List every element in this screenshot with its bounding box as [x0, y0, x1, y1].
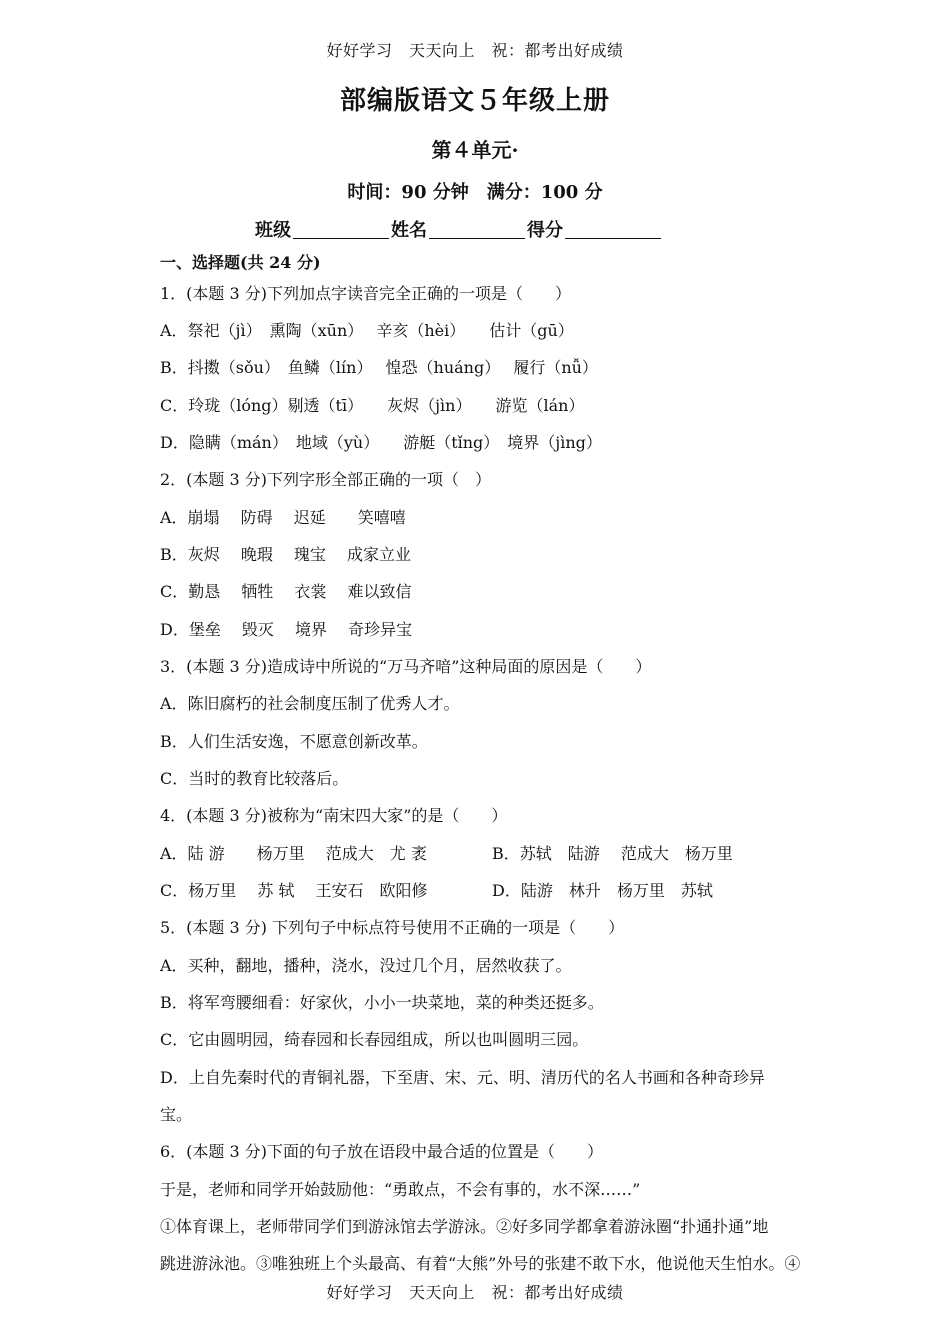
q5-option-b: B．将军弯腰细看：好家伙，小小一块菜地，菜的种类还挺多。: [160, 993, 604, 1012]
section-heading: 一、选择题(共 24 分): [160, 253, 321, 272]
q5-option-a: A．买种，翻地，播种，浇水，没过几个月，居然收获了。: [160, 956, 572, 975]
q4-option-d: D．陆游 林升 杨万里 苏轼: [492, 881, 713, 900]
q1-option-d: D．隐瞒（mán） 地域（yù） 游艇（tǐng） 境界（jìng）: [160, 433, 602, 452]
class-label: 班级: [255, 220, 291, 241]
q3-option-b: B．人们生活安逸，不愿意创新改革。: [160, 732, 428, 751]
q5-stem: 5．(本题 3 分) 下列句子中标点符号使用不正确的一项是（ ）: [160, 918, 625, 937]
name-blank[interactable]: [429, 220, 525, 239]
student-info-row: [255, 216, 663, 242]
q4-option-c: C．杨万里 苏 轼 王安石 欧阳修: [160, 881, 428, 900]
q1-option-a: A．祭祀（jì） 熏陶（xūn） 辛亥（hèi） 估计（gū）: [160, 321, 574, 340]
class-blank[interactable]: [293, 220, 389, 239]
q5-option-d-line1: D．上自先秦时代的青铜礼器，下至唐、宋、元、明、清历代的名人书画和各种奇珍异: [160, 1068, 765, 1087]
q4-option-a: A．陆 游 杨万里 范成大 尤 袤: [160, 844, 427, 863]
exam-meta: 时间：90 分钟 满分：100 分: [347, 182, 603, 203]
q2-option-d: D．堡垒 毁灭 境界 奇珍异宝: [160, 620, 413, 639]
q6-passage-line1: ①体育课上，老师带同学们到游泳馆去学游泳。②好多同学都拿着游泳圈“扑通扑通”地: [160, 1217, 769, 1236]
q6-quote: 于是，老师和同学开始鼓励他：“勇敢点，不会有事的，水不深……”: [160, 1180, 641, 1199]
name-label: 姓名: [391, 220, 427, 241]
q4-stem: 4．(本题 3 分)被称为“南宋四大家”的是（ ）: [160, 806, 508, 825]
page-footer: 好好学习 天天向上 祝：都考出好成绩: [326, 1283, 624, 1302]
q1-stem: 1．(本题 3 分)下列加点字读音完全正确的一项是（ ）: [160, 284, 572, 303]
q1-option-b: B．抖擞（sǒu） 鱼鳞（lín） 惶恐（huáng） 履行（nǚ）: [160, 358, 598, 377]
q3-stem: 3．(本题 3 分)造成诗中所说的“万马齐喑”这种局面的原因是（ ）: [160, 657, 652, 676]
document-title: 部编版语文５年级上册: [339, 86, 610, 116]
q2-option-c: C．勤恳 牺牲 衣裳 难以致信: [160, 582, 412, 601]
q2-option-a: A．崩塌 防碍 迟延 笑嘻嘻: [160, 508, 406, 527]
q3-option-c: C．当时的教育比较落后。: [160, 769, 349, 788]
q2-option-b: B．灰烬 晚瑕 瑰宝 成家立业: [160, 545, 412, 564]
page-header: 好好学习 天天向上 祝：都考出好成绩: [326, 41, 624, 60]
score-label: 得分: [527, 220, 563, 241]
q3-option-a: A．陈旧腐朽的社会制度压制了优秀人才。: [160, 694, 460, 713]
score-blank[interactable]: [565, 220, 661, 239]
q4-option-b: B．苏轼 陆游 范成大 杨万里: [492, 844, 733, 863]
q2-stem: 2．(本题 3 分)下列字形全部正确的一项（ ）: [160, 470, 492, 489]
q6-passage-line2: 跳进游泳池。③唯独班上个头最高、有着“大熊”外号的张建不敢下水，他说他天生怕水。④: [160, 1254, 801, 1273]
q6-stem: 6．(本题 3 分)下面的句子放在语段中最合适的位置是（ ）: [160, 1142, 604, 1161]
q5-option-c: C．它由圆明园，绮春园和长春园组成，所以也叫圆明三园。: [160, 1030, 589, 1049]
q5-option-d-line2: 宝。: [160, 1105, 193, 1124]
unit-subtitle: 第４单元·: [431, 138, 519, 162]
q1-option-c: C．玲珑（lóng）剔透（tī） 灰烬（jìn） 游览（lán）: [160, 396, 585, 415]
